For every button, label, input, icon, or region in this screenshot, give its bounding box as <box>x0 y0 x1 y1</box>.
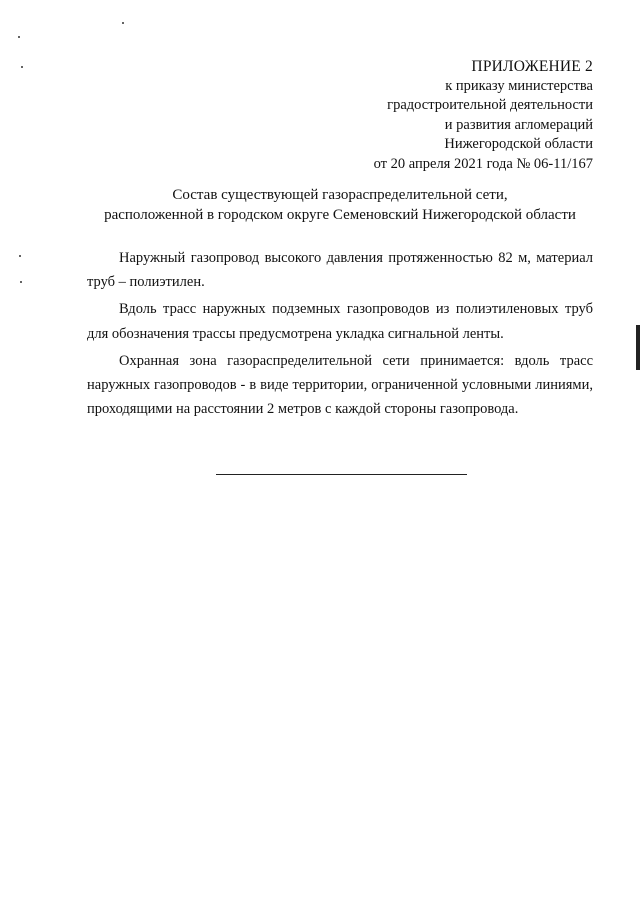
appendix-header <box>374 57 593 174</box>
title-line: расположенной в городском округе Семеновский Нижегородской области <box>104 207 576 223</box>
appendix-line: к приказу министерства <box>445 77 593 94</box>
paragraph: Охранная зона газораспределительной сети принимается: вдоль трасс наружных газопроводов - в виде территории, ограниченной условными линиями, проходящими на расстоянии 2 метров с каждой стороны газопровода. <box>87 352 593 418</box>
appendix-line: и развития агломераций <box>444 116 593 133</box>
paragraph: Вдоль трасс наружных подземных газопроводов из полиэтиленовых труб для обозначения трассы предусмотрена укладка сигнальной ленты. <box>87 301 593 342</box>
scan-speck <box>19 255 21 257</box>
paragraph: Наружный газопровод высокого давления протяженностью 82 м, материал труб – полиэтилен. <box>87 250 593 291</box>
document-body <box>87 246 593 424</box>
appendix-heading: ПРИЛОЖЕНИЕ 2 <box>471 58 593 75</box>
closing-divider <box>216 474 467 475</box>
appendix-line: Нижегородской области <box>444 136 593 152</box>
appendix-line: от 20 апреля 2021 года № 06-11/167 <box>373 155 593 172</box>
appendix-line: градостроительной деятельности <box>387 97 593 113</box>
scan-speck <box>18 36 20 38</box>
scan-speck <box>122 22 124 24</box>
document-title <box>80 185 600 225</box>
title-line: Состав существующей газораспределительной сети, <box>172 187 508 203</box>
scan-speck <box>20 281 22 283</box>
scan-speck <box>21 66 23 68</box>
scan-edge-mark <box>636 325 640 370</box>
